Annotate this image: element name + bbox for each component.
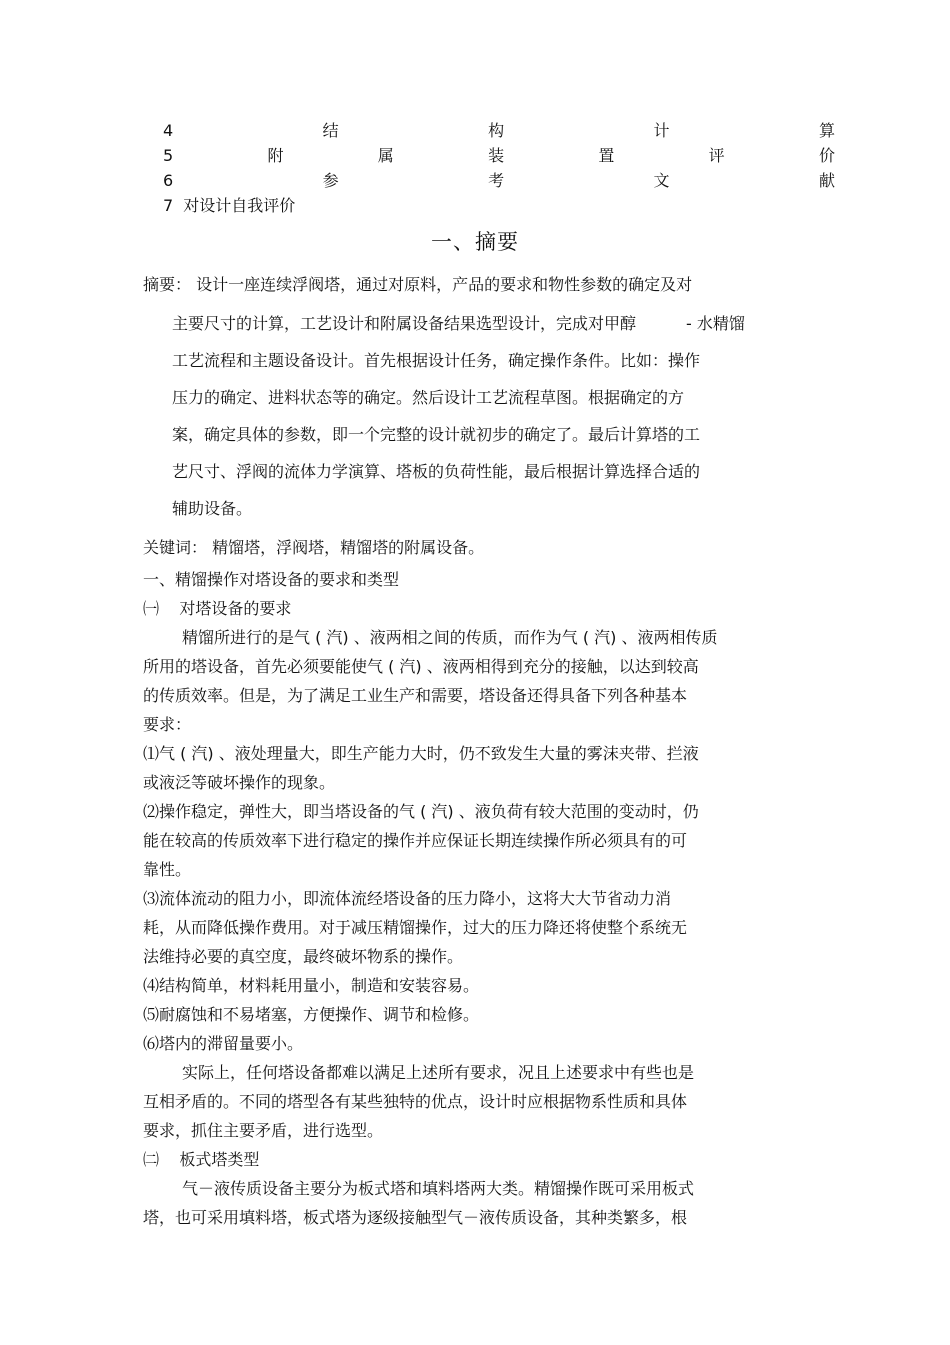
abstract-text: 设计一座连续浮阀塔，通过对原料，产品的要求和物性参数的确定及对: [196, 275, 693, 294]
list-item: 能在较高的传质效率下进行稳定的操作并应保证长期连续操作所必须具有的可: [143, 831, 688, 850]
list-item: ⑴气 ( 汽) 、液处理量大，即生产能力大时，仍不致发生大量的雾沫夹带、拦液: [143, 744, 699, 763]
list-item: ⑶流体流动的阻力小，即流体流经塔设备的压力降小，这将大大节省动力消: [143, 889, 672, 908]
toc-row-7: [163, 193, 835, 218]
toc-row-5: [163, 143, 835, 168]
toc-char: 评: [708, 146, 725, 165]
toc-number: 5: [163, 146, 174, 165]
toc-row-4: [163, 118, 835, 143]
toc-char: 构: [488, 121, 505, 140]
toc-char: 参: [322, 171, 339, 190]
toc-row-6: [163, 168, 835, 193]
subheading-text: 板式塔类型: [179, 1150, 260, 1169]
keywords: 关键词： 精馏塔，浮阀塔，精馏塔的附属设备。: [143, 538, 485, 557]
subheading-2: [143, 1149, 259, 1171]
list-item: 法维持必要的真空度，最终破坏物系的操作。: [143, 947, 464, 966]
toc-number: 4: [163, 121, 174, 140]
paragraph-line: 实际上，任何塔设备都难以满足上述所有要求，况且上述要求中有些也是: [182, 1063, 695, 1082]
list-item: 耗，从而降低操作费用。对于减压精馏操作，过大的压力降还将使整个系统无: [143, 918, 688, 937]
paragraph-line: 要求，抓住主要矛盾，进行选型。: [143, 1121, 384, 1140]
abstract-first-line: [143, 274, 692, 296]
toc-number: 7: [163, 196, 174, 215]
list-item: 或液泛等破坏操作的现象。: [143, 773, 336, 792]
toc-char: 献: [818, 171, 835, 190]
toc-char: 算: [818, 121, 835, 140]
toc-char: 价: [818, 146, 835, 165]
abstract-line: 辅助设备。: [172, 499, 253, 518]
abstract-line: 压力的确定、进料状态等的确定。然后设计工艺流程草图。根据确定的方: [172, 388, 685, 407]
abstract-line: 案，确定具体的参数，即一个完整的设计就初步的确定了。最后计算塔的工: [172, 425, 701, 444]
list-item: ⑸耐腐蚀和不易堵塞，方便操作、调节和检修。: [143, 1005, 480, 1024]
subheading-text: 对塔设备的要求: [179, 599, 292, 618]
heading-1: 一、精馏操作对塔设备的要求和类型: [143, 570, 400, 589]
toc-char: 附: [267, 146, 284, 165]
paragraph-line: 精馏所进行的是气 ( 汽) 、液两相之间的传质，而作为气 ( 汽) 、液两相传质: [182, 628, 718, 647]
subheading-1: [143, 598, 291, 620]
toc-char: 置: [598, 146, 615, 165]
abstract-line: 工艺流程和主题设备设计。首先根据设计任务，确定操作条件。比如：操作: [172, 351, 701, 370]
toc-char: 装: [488, 146, 505, 165]
subheading-mark: ㈠: [143, 599, 160, 618]
toc-number: 6: [163, 171, 174, 190]
toc-char: 考: [488, 171, 505, 190]
abstract-line: 艺尺寸、浮阀的流体力学演算、塔板的负荷性能，最后根据计算选择合适的: [172, 462, 701, 481]
abstract-label: 摘要：: [143, 275, 192, 294]
list-item: ⑹塔内的滞留量要小。: [143, 1034, 304, 1053]
abstract-text: - 水精馏: [686, 314, 745, 333]
toc-char: 计: [653, 121, 670, 140]
abstract-line: [172, 313, 745, 335]
paragraph-line: 气－液传质设备主要分为板式塔和填料塔两大类。精馏操作既可采用板式: [182, 1179, 695, 1198]
toc-char: 结: [322, 121, 339, 140]
list-item: 靠性。: [143, 860, 192, 879]
subheading-mark: ㈡: [143, 1150, 160, 1169]
list-item: ⑵操作稳定，弹性大，即当塔设备的气 ( 汽) 、液负荷有较大范围的变动时，仍: [143, 802, 699, 821]
paragraph-line: 所用的塔设备，首先必须要能使气 ( 汽) 、液两相得到充分的接触，以达到较高: [143, 657, 699, 676]
paragraph-line: 塔，也可采用填料塔，板式塔为逐级接触型气－液传质设备，其种类繁多，根: [143, 1208, 688, 1227]
section-title: 一、摘要: [431, 230, 519, 254]
toc-text: 对设计自我评价: [183, 196, 296, 215]
table-of-contents: [163, 118, 835, 218]
toc-char: 文: [653, 171, 670, 190]
abstract-text: 主要尺寸的计算，工艺设计和附属设备结果选型设计，完成对甲醇: [172, 314, 637, 333]
toc-char: 属: [377, 146, 394, 165]
paragraph-line: 互相矛盾的。不同的塔型各有某些独特的优点，设计时应根据物系性质和具体: [143, 1092, 688, 1111]
paragraph-line: 的传质效率。但是，为了满足工业生产和需要，塔设备还得具备下列各种基本: [143, 686, 688, 705]
list-item: ⑷结构简单，材料耗用量小，制造和安装容易。: [143, 976, 480, 995]
paragraph-line: 要求：: [143, 715, 192, 734]
